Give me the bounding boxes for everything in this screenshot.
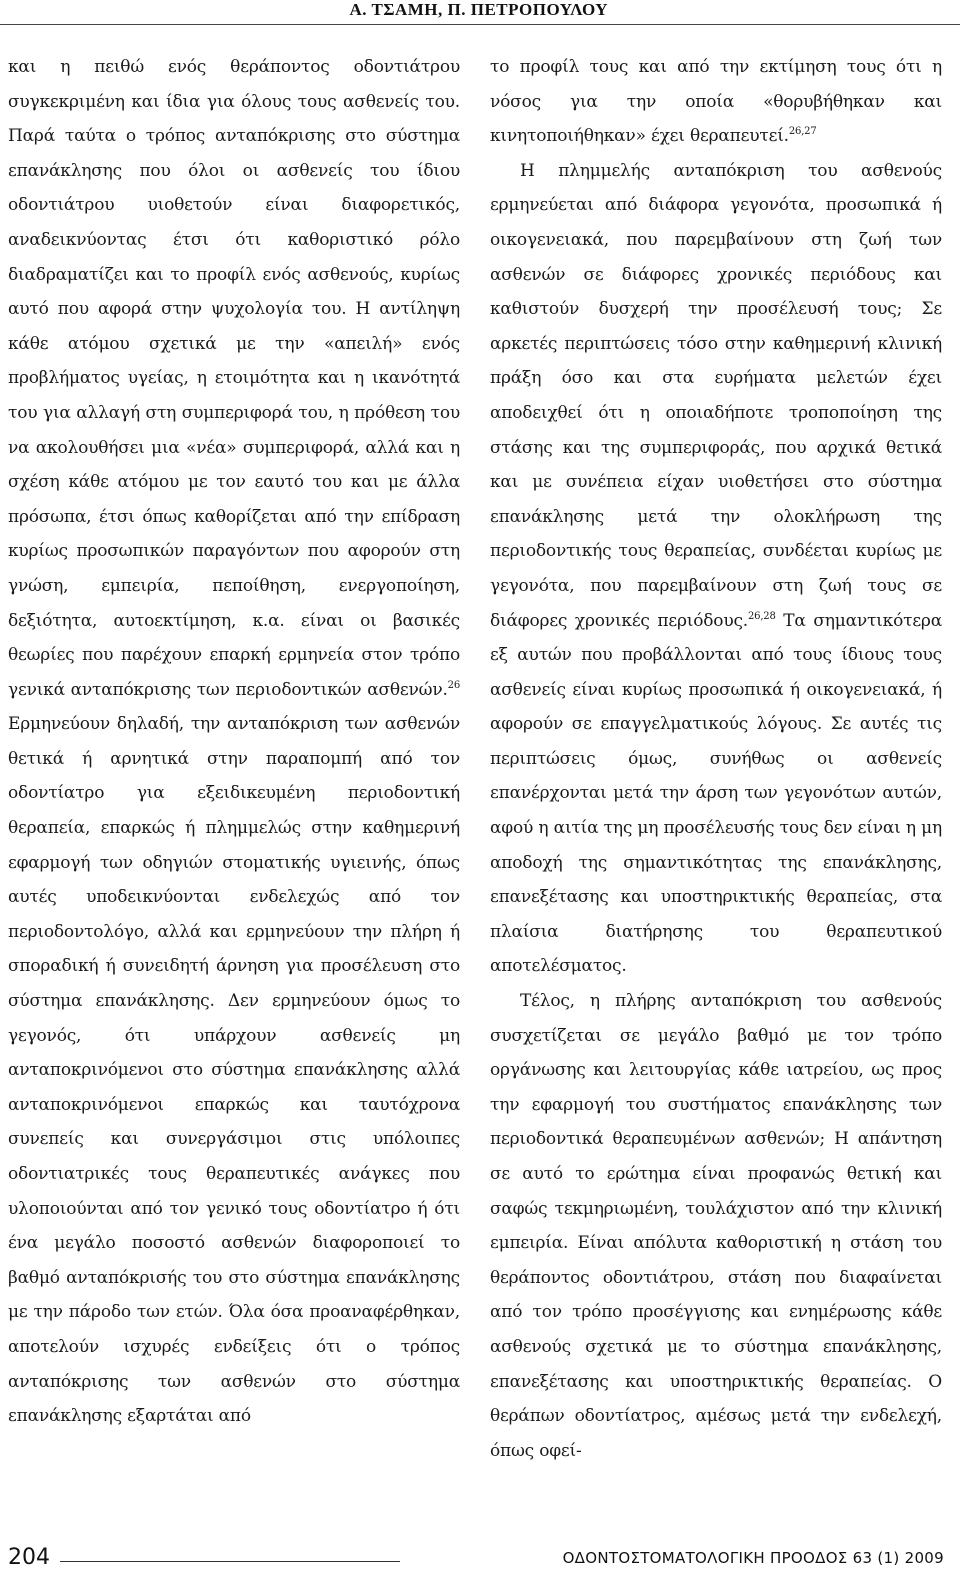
paragraph-text: Τα σημαντικότερα εξ αυτών που προβάλλονται από τους ίδιους τους ασθενείς είναι κυρίως προσωπικά ή οικογενειακά, ή αφορούν σε επαγγελματικούς λόγους. Σε αυτές τις περιπτώσεις όμως, συνήθως οι ασθενείς επανέρχονται μετά την άρση των γεγονότων αυτών, αφού η αιτία της μη προσέλευσής τους δεν είναι η μη αποδοχή της σημαντικότητας της επανάκλησης, επανεξέτασης και υποστηρικτικής θεραπείας, στα πλαίσια διατήρησης του θεραπευτικού αποτελέσματος. bbox=[490, 610, 942, 977]
footer-rule bbox=[60, 1561, 400, 1562]
paragraph-text: Η πλημμελής ανταπόκριση του ασθενούς ερμηνεύεται από διάφορα γεγονότα, προσωπικά ή οικογενειακά, που παρεμβαίνουν στη ζωή των ασθενών σε διάφορες χρονικές περιόδους και καθιστούν δυσχερή την προσέλευσή τους; Σε αρκετές περιπτώσεις τόσο στην καθημερινή κλινική πράξη όσο και στα ευρήματα μελετών έχει αποδειχθεί ότι η οποιαδήποτε τροποποίηση της στάσης και της συμπεριφοράς, που αρχικά θετικά και με συνέπεια είχαν υιοθετήσει στο σύστημα επανάκλησης μετά την ολοκλήρωση της περιοδοντικής τους θεραπείας, συνδέεται κυρίως με γεγονότα, που παρεμβαίνουν στη ζωή τους σε διάφορες χρονικές περιόδους. bbox=[490, 160, 942, 631]
citation-superscript: 26,27 bbox=[788, 126, 817, 138]
header-authors: Α. ΤΣΑΜΗ, Π. ΠΕΤΡΟΠΟΥΛΟΥ bbox=[349, 0, 608, 19]
body-paragraph bbox=[490, 154, 942, 984]
paragraph-text: Τέλος, η πλήρης ανταπόκριση του ασθενούς συσχετίζεται σε μεγάλο βαθμό με τον τρόπο οργάνωσης και λειτουργίας κάθε ιατρείου, ως προς την εφαρμογή του συστήματος επανάκλησης των περιοδοντικά θεραπευμένων ασθενών; Η απάντηση σε αυτό το ερώτημα είναι προφανώς θετική και σαφώς τεκμηριωμένη, τουλάχιστον από την κλινική εμπειρία. Είναι απόλυτα καθοριστική η στάση του θεράποντος οδοντιάτρου, στάση που διαφαίνεται από τον τρόπο προσέγγισης και ενημέρωσης κάθε ασθενούς σχετικά με το σύστημα επανάκλησης, επανεξέτασης και υποστηρικτικής θεραπείας. Ο θεράπων οδοντίατρος, αμέσως μετά την ενδελεχή, όπως οφεί- bbox=[490, 991, 942, 1461]
body-paragraph bbox=[8, 50, 460, 1434]
right-column bbox=[490, 50, 942, 1468]
running-header bbox=[0, 0, 960, 26]
body-paragraph bbox=[490, 984, 942, 1468]
paragraph-text: Ερμηνεύουν δηλαδή, την ανταπόκριση των ασθενών θετικά ή αρνητικά στην παραπομπή από τον οδοντίατρο για εξειδικευμένη περιοδοντική θεραπεία, επαρκώς ή πλημμελώς στην καθημερινή εφαρμογή των οδηγιών στοματικής υγιεινής, όπως αυτές υποδεικνύονται ενδελεχώς από τον περιοδοντολόγο, αλλά και ερμηνεύουν την πλήρη ή σποραδική ή συνειδητή άρνηση για προσέλευση στο σύστημα επανάκλησης. Δεν ερμηνεύουν όμως το γεγονός, ότι υπάρχουν ασθενείς μη ανταποκρινόμενοι στο σύστημα επανάκλησης αλλά ανταποκρινόμενοι επαρκώς και ταυτόχρονα συνεπείς και συνεργάσιμοι στις υπόλοιπες οδοντιατρικές τους θεραπευτικές ανάγκες που υλοποιούνται από τον γενικό τους οδοντίατρο ή ότι ένα μεγάλο ποσοστό ασθενών διαφοροποιεί το βαθμό ανταπόκρισής του στο σύστημα επανάκλησης με την πάροδο των ετών. Όλα όσα προαναφέρθηκαν, αποτελούν ισχυρές ενδείξεις ότι ο τρόπος ανταπόκρισης των ασθενών στο σύστημα επανάκλησης εξαρτάται από bbox=[8, 714, 460, 1427]
citation-superscript: 26,28 bbox=[748, 610, 776, 622]
page-number: 204 bbox=[8, 1545, 50, 1570]
header-rule bbox=[0, 24, 960, 25]
paragraph-text: και η πειθώ ενός θεράποντος οδοντιάτρου συγκεκριμένη και ίδια για όλους τους ασθενείς του. Παρά ταύτα ο τρόπος ανταπόκρισης στο σύστημα επανάκλησης που όλοι οι ασθενείς του ίδιου οδοντιάτρου υιοθετούν είναι διαφορετικός, αναδεικνύοντας έτσι ότι καθοριστικό ρόλο διαδραματίζει και το προφίλ ενός ασθενούς, κυρίως αυτό που αφορά στην ψυχολογία του. Η αντίληψη κάθε ατόμου σχετικά με την «απειλή» ενός προβλήματος υγείας, η ετοιμότητα και η ικανότητά του για αλλαγή στη συμπεριφορά του, η πρόθεση του να ακολουθήσει μια «νέα» συμπεριφορά, αλλά και η σχέση κάθε ατόμου με τον εαυτό του και με άλλα πρόσωπα, έτσι όπως καθορίζεται από την επίδραση κυρίως προσωπικών παραγόντων που αφορούν στη γνώση, εμπειρία, πεποίθηση, ενεργοποίηση, δεξιότητα, αυτοεκτίμηση, κ.α. είναι οι βασικές θεωρίες που παρέχουν επαρκή ερμηνεία στον τρόπο γενικά ανταπόκρισης των περιοδοντικών ασθενών. bbox=[8, 57, 460, 700]
body-paragraph bbox=[490, 50, 942, 154]
page-footer bbox=[0, 1545, 960, 1585]
citation-superscript: 26 bbox=[447, 679, 460, 691]
left-column bbox=[8, 50, 460, 1434]
paragraph-text: το προφίλ τους και από την εκτίμηση τους ότι η νόσος για την οποία «θορυβήθηκαν και κινητοποιήθηκαν» έχει θεραπευτεί. bbox=[490, 57, 942, 147]
journal-name: ΟΔΟΝΤΟΣΤΟΜΑΤΟΛΟΓΙΚΗ ΠΡΟΟΔΟΣ 63 (1) 2009 bbox=[562, 1549, 944, 1567]
